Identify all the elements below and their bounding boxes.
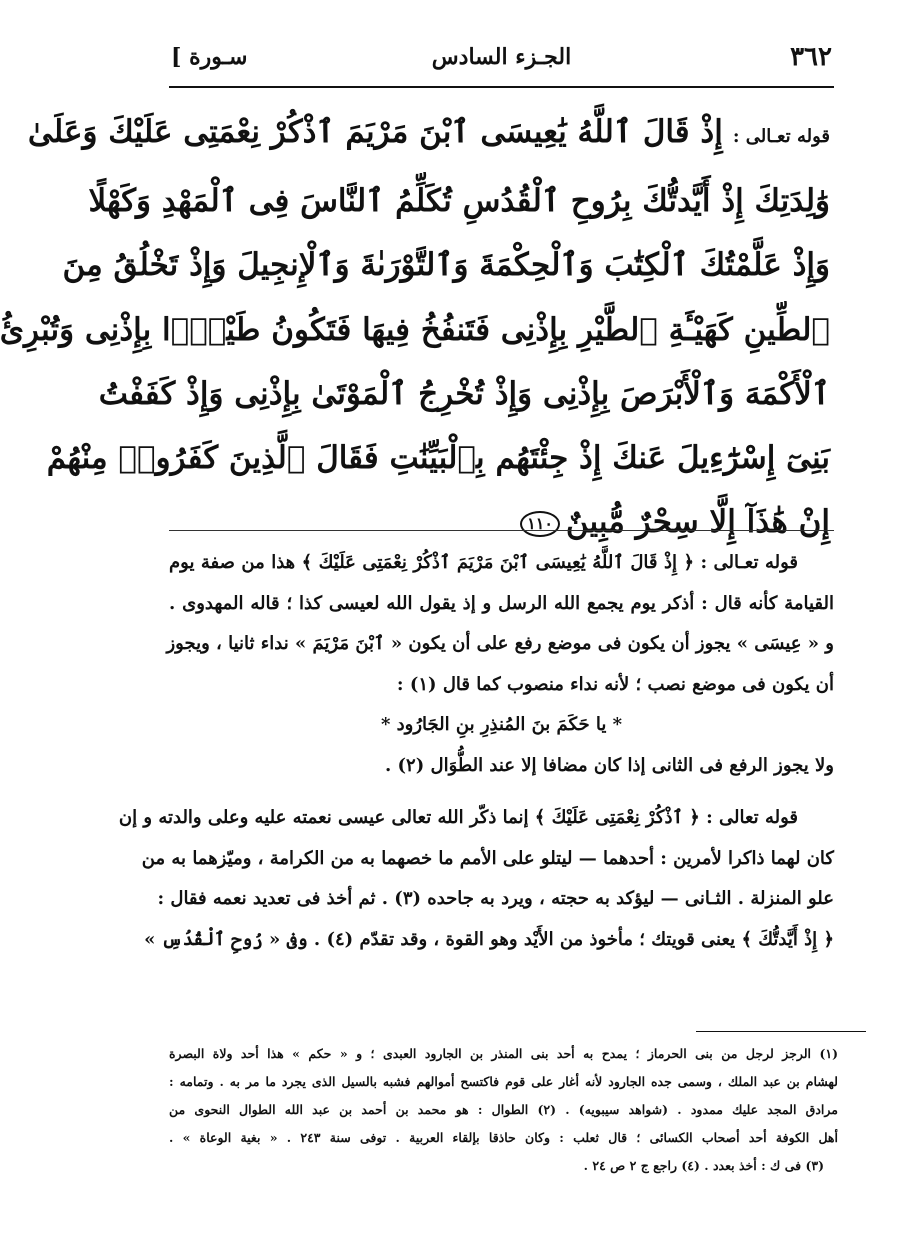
commentary — [118, 543, 834, 960]
verse-line: بَنِىٓ إِسْرَٰٓءِيلَ عَنكَ إِذْ جِئْتَهُم بِٱلْبَيِّنَٰتِ فَقَالَ ٱلَّذِينَ كَفَرُوا۟ مِنْهُمْ — [46, 440, 830, 477]
commentary-line: القيامة كأنه قال : أذكر يوم يجمع الله الرسل و إذ يقول الله لعيسى كذا ؛ قاله المهدوى . — [169, 592, 834, 614]
section-divider — [169, 530, 834, 531]
footnote-line: أهل الكوفة أحد أصحاب الكسائى ؛ قال ثعلب : وكان حاذقا بإلقاء العربية . توفى سنة ٢٤٣ . « بغية الوعاة » . — [169, 1130, 838, 1145]
ayah-number-marker: ١١٠ — [520, 511, 560, 537]
footnote-line: (٣) فى ك : أخذ بعدد . (٤) راجع ج ٢ ص ٢٤ . — [583, 1158, 824, 1173]
footnote-line: لهشام بن عبد الملك ، وسمى جده الجارود لأنه أغار على قوم فاكتسح أموالهم فشبه بالسيل الذى يجرد ما مر به . وتمامه : — [169, 1074, 838, 1089]
commentary-line: أن يكون فى موضع نصب ؛ لأنه نداء منصوب كما قال (١) : — [396, 673, 834, 695]
page-number: ٣٦٢ — [790, 42, 832, 72]
commentary-line: ولا يجوز الرفع فى الثانى إذا كان مضافا إلا عند الطُّوَال (٢) . — [384, 754, 834, 776]
commentary-line: قوله تعالى : ﴿ ٱذْكُرْ نِعْمَتِى عَلَيْكَ ﴾ إنما ذكّر الله تعالى عيسى نعمته عليه وعلى والدته و إن — [118, 807, 798, 828]
header-rule — [169, 86, 834, 88]
commentary-line: و « عِيسَى » يجوز أن يكون فى موضع رفع على أن يكون « ٱبْنَ مَرْيَمَ » نداء ثانيا ، ويجوز — [166, 633, 834, 654]
commentary-line: ﴿ إِذْ أَيَّدتُّكَ ﴾ يعنى قويتك ؛ مأخوذ من الأَيْد وهو القوة ، وقد تقدّم (٤) . وفى « رُوحِ ٱلْقُدُسِ » — [144, 928, 834, 950]
verse-line: وَإِذْ عَلَّمْتُكَ ٱلْكِتَٰبَ وَٱلْحِكْمَةَ وَٱلتَّوْرَىٰةَ وَٱلْإِنجِيلَ وَإِذْ تَخْلُقُ مِنَ — [62, 247, 830, 284]
footnotes — [169, 1040, 838, 1180]
verse-line: وَٰلِدَتِكَ إِذْ أَيَّدتُّكَ بِرُوحِ ٱلْقُدُسِ تُكَلِّمُ ٱلنَّاسَ فِى ٱلْمَهْدِ وَكَهْلًا — [88, 183, 830, 220]
commentary-line: علو المنزلة . الثـانى — ليؤكد به حجته ، ويرد به جاحده (٣) . ثم أخذ فى تعديد نعمه فقال : — [157, 888, 834, 909]
poetry-quote: * يا حَكَمَ بنَ المُنذِرِ بنِ الجَارُود * — [380, 714, 623, 735]
commentary-line: كان لهما ذاكرا لأمرين : أحدهما — ليتلو على الأمم ما خصهما به من الكرامة ، وميّزهما به من — [141, 847, 834, 869]
verse-intro: قوله تعـالى : — [732, 126, 830, 147]
surah-label: سـورة ] — [171, 44, 248, 70]
verse-line: ٱلْأَكْمَهَ وَٱلْأَبْرَصَ بِإِذْنِى وَإِذْ تُخْرِجُ ٱلْمَوْتَىٰ بِإِذْنِى وَإِذْ كَفَفْتُ — [98, 375, 830, 412]
page-header — [171, 38, 832, 80]
commentary-line: قوله تعـالى : ﴿ إِذْ قَالَ ٱللَّهُ يَٰعِيسَى ٱبْنَ مَرْيَمَ ٱذْكُرْ نِعْمَتِى عَلَيْكَ ﴾ هذا من صفة يوم — [169, 552, 798, 573]
verse-text: إِذْ قَالَ ٱللَّهُ يَٰعِيسَى ٱبْنَ مَرْيَمَ ٱذْكُرْ نِعْمَتِى عَلَيْكَ وَعَلَىٰ — [27, 114, 723, 150]
quran-verse-block — [0, 100, 830, 554]
footnote-rule — [696, 1031, 866, 1032]
verse-text: إِنْ هَٰذَآ إِلَّا سِحْرٌ مُّبِينٌ — [565, 504, 830, 541]
verse-line: ٱلطِّينِ كَهَيْـَٔةِ ٱلطَّيْرِ بِإِذْنِى فَتَنفُخُ فِيهَا فَتَكُونُ طَيْرًۢا بِإِذْنِى وَتُبْرِئُ — [0, 311, 830, 348]
running-title: الجـزء السادس — [431, 44, 572, 70]
footnote-line: مرادق المجد عليك ممدود . (شواهد سيبويه) . (٢) الطوال : هو محمد بن أحمد بن عبد الله الطوال النحوى من — [169, 1102, 838, 1117]
verse-line — [27, 100, 830, 169]
footnote-line: (١) الرجز لرجل من بنى الحرماز ؛ يمدح به أحد بنى المنذر بن الجارود العبدى ؛ و « حكم » هذا أحد ولاة البصرة — [169, 1046, 838, 1061]
paragraph-gap — [169, 786, 834, 798]
